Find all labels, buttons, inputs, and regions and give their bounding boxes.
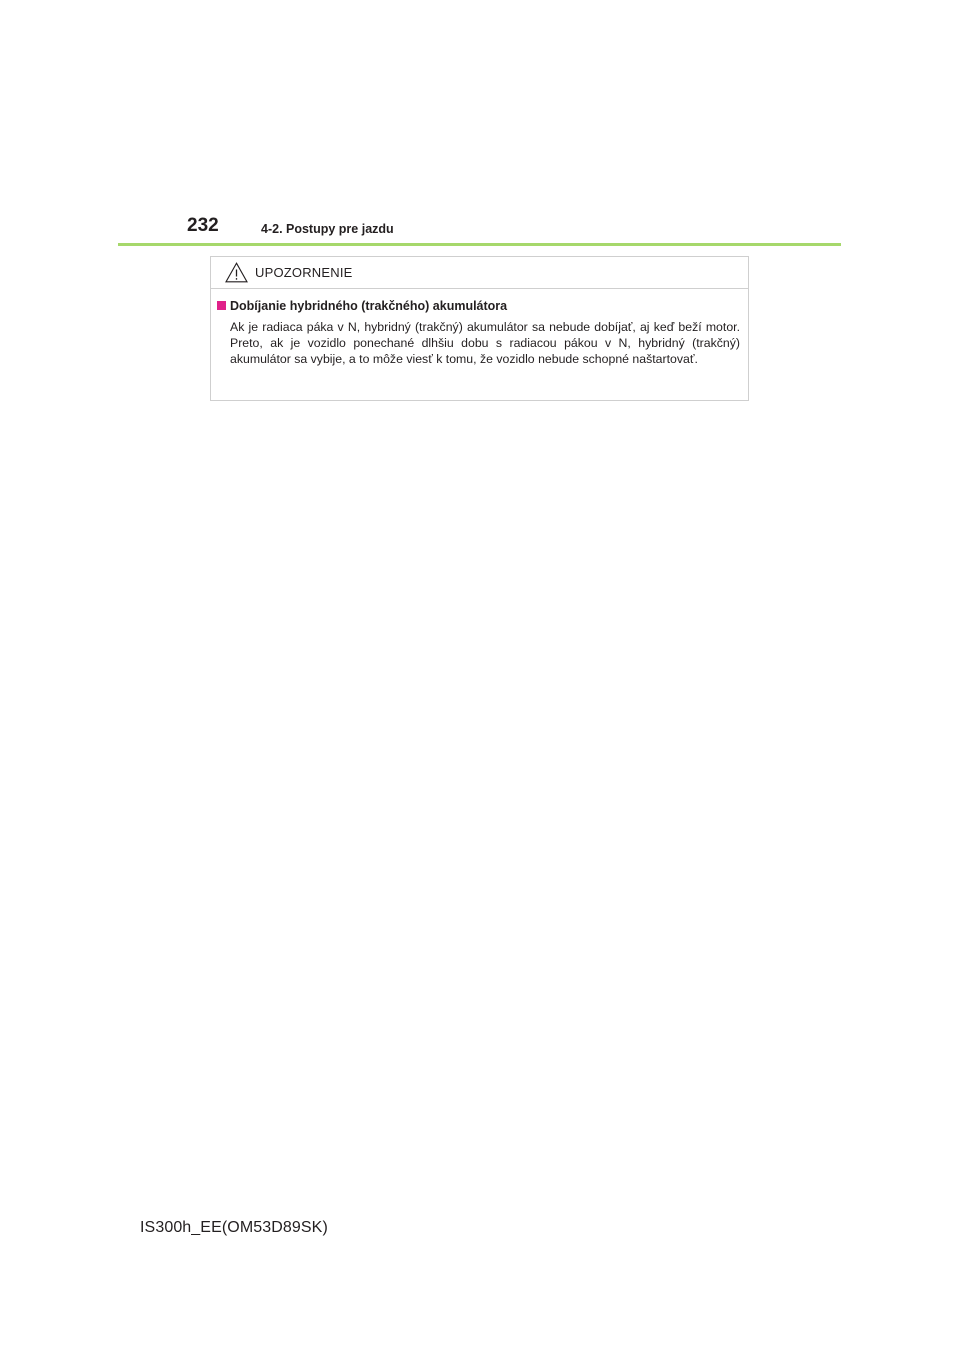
section-title: 4-2. Postupy pre jazdu xyxy=(261,222,394,236)
warning-label: UPOZORNENIE xyxy=(255,265,353,280)
warning-box xyxy=(210,256,749,401)
warning-header xyxy=(211,257,748,289)
warning-item-heading-text: Dobíjanie hybridného (trakčného) akumulátora xyxy=(230,299,508,313)
page-number: 232 xyxy=(187,215,219,236)
warning-triangle-icon xyxy=(225,262,248,283)
bullet-square-icon xyxy=(217,301,226,310)
warning-item-text: Ak je radiaca páka v N, hybridný (trakčný) akumulátor sa nebude dobíjať, aj keď beží motor. Preto, ak je vozidlo ponechané dlhšiu dobu s radiacou pákou v N, hybridný (trakčný) akumulátor sa vybije, a to môže viesť k tomu, že vozidlo nebude schopné naštartovať. xyxy=(230,320,740,366)
header-divider xyxy=(118,243,841,246)
footer-code: IS300h_EE(OM53D89SK) xyxy=(140,1219,328,1236)
warning-item-heading xyxy=(217,298,737,314)
